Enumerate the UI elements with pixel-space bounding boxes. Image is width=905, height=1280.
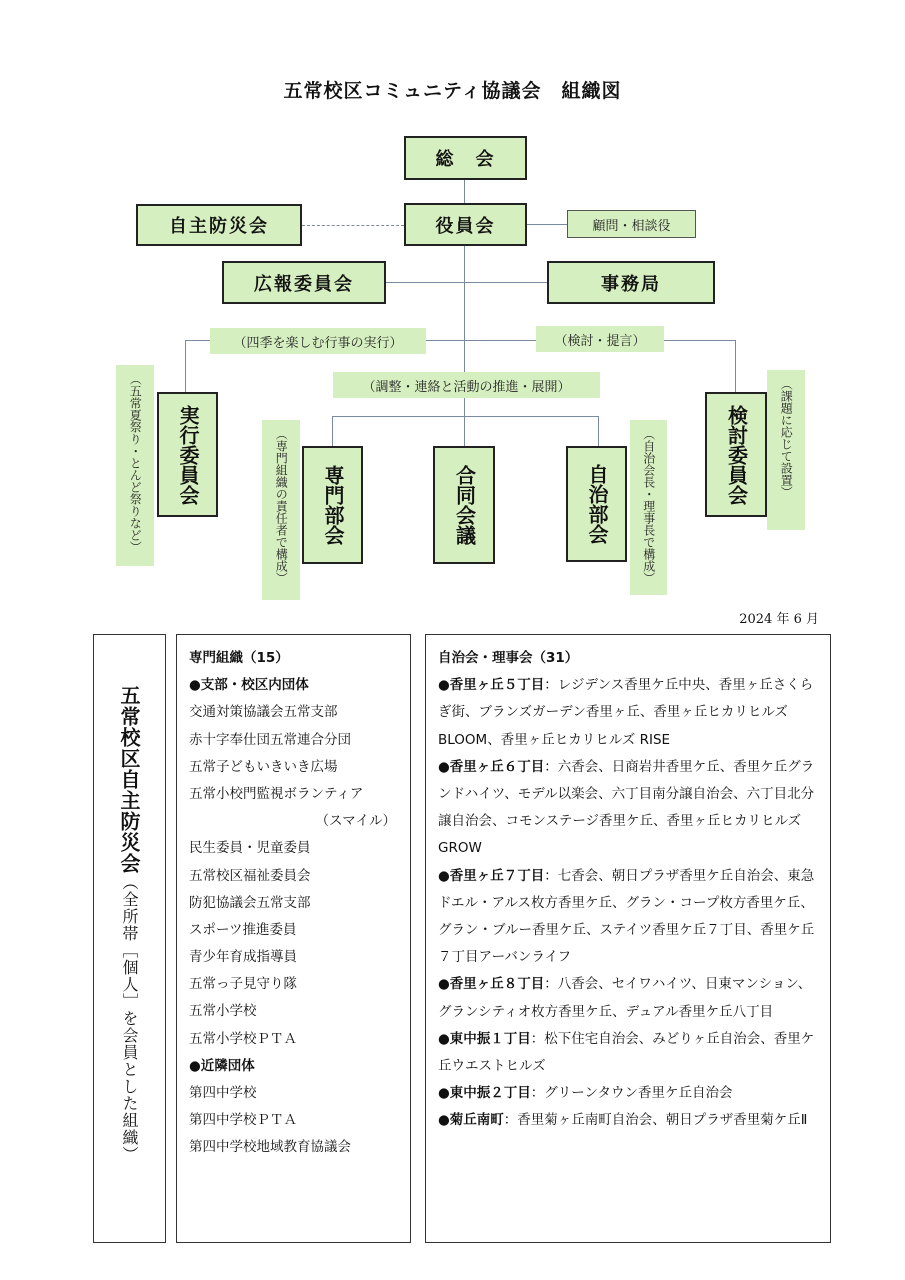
komon-label: 顧問・相談役 bbox=[592, 218, 671, 234]
kentou-iin-box bbox=[705, 392, 767, 517]
bousai-title-text: 五常校区自主防災会 bbox=[117, 685, 141, 874]
list-item: 赤十字奉仕団五常連合分団 bbox=[189, 731, 351, 748]
list-item: 交通対策協議会五常支部 bbox=[189, 704, 338, 721]
page-title: 五常校区コミュニティ協議会 組織図 bbox=[283, 80, 622, 102]
jichi-label: 自治部会 bbox=[585, 464, 609, 544]
jichikai-group bbox=[438, 1107, 822, 1134]
bousai-note-text: （全所帯［個人］を会員とした組織） bbox=[120, 874, 139, 1163]
label-kentou-text: （検討・提言） bbox=[554, 333, 646, 349]
connector-line bbox=[464, 180, 465, 204]
jichikai-group bbox=[438, 1080, 822, 1107]
label-shiki bbox=[210, 328, 426, 354]
list-item: 第四中学校地域教育協議会 bbox=[189, 1139, 351, 1156]
kentou-note-text: （課題に応じて設置） bbox=[779, 378, 794, 498]
label-shiki-text: （四季を楽しむ行事の実行） bbox=[233, 335, 403, 351]
connector-line bbox=[302, 225, 404, 226]
label-chousei bbox=[333, 372, 600, 398]
komon-box bbox=[567, 210, 696, 238]
connector-line bbox=[185, 340, 186, 392]
list-item: 第四中学校 bbox=[189, 1085, 257, 1101]
list-item: 五常っ子見守り隊 bbox=[189, 976, 297, 993]
senmon-note bbox=[262, 420, 300, 600]
list-item-cont: （スマイル） bbox=[315, 813, 396, 830]
soukai-box bbox=[404, 136, 527, 180]
date-label: 2024 年 6 月 bbox=[739, 612, 819, 627]
list-item: 五常小校門監視ボランティア bbox=[189, 785, 364, 802]
jichikai-panel bbox=[425, 634, 831, 1243]
jikkou-note-text: （五常夏祭り・とんど祭りなど） bbox=[128, 373, 143, 553]
connector-line bbox=[332, 416, 333, 446]
group-name: ●香里ヶ丘７丁目 bbox=[438, 867, 545, 884]
label-kentou bbox=[536, 326, 664, 352]
senmon-note-text: （専門組織の責任者で構成） bbox=[274, 428, 289, 584]
connector-line bbox=[735, 340, 736, 392]
soukai-label: 総 会 bbox=[435, 149, 496, 170]
connector-line bbox=[332, 416, 599, 417]
yakuinkai-label: 役員会 bbox=[435, 215, 496, 237]
specialist-section-1: ●支部・校区内団体 bbox=[189, 677, 309, 694]
jichi-box bbox=[566, 446, 627, 562]
jichikai-group bbox=[438, 971, 822, 1025]
group-members: ：香里菊ヶ丘南町自治会、朝日プラザ香里菊ケ丘Ⅱ bbox=[503, 1112, 808, 1129]
bousai-panel bbox=[93, 634, 166, 1243]
jishu-bousai-box bbox=[136, 204, 302, 246]
group-name: ●東中振１丁目 bbox=[438, 1030, 531, 1047]
group-members: ：グリーンタウン香里ケ丘自治会 bbox=[530, 1085, 733, 1102]
group-members: ：松下住宅自治会、みどりヶ丘自治会、香里ケ丘ウエストヒルズ bbox=[438, 1030, 815, 1075]
jimukyoku-label: 事務局 bbox=[601, 273, 661, 295]
jikkou-box bbox=[157, 392, 218, 517]
list-item: 青少年育成指導員 bbox=[189, 949, 297, 966]
list-item: 防犯協議会五常支部 bbox=[189, 894, 311, 911]
group-members: ：八香会、セイワハイツ、日東マンション、グランシティオ枚方香里ケ丘、デュアル香里ケ丘八丁目 bbox=[438, 976, 812, 1020]
jichikai-group bbox=[438, 1026, 822, 1080]
connector-line bbox=[598, 416, 599, 446]
group-name: ●香里ヶ丘６丁目 bbox=[438, 758, 545, 775]
group-members: ：六香会、日商岩井香里ケ丘、香里ケ丘グランドハイツ、モデル以楽会、六丁目南分譲自治会、六丁目北分譲自治会、コモンステージ香里ケ丘、香里ヶ丘ヒカリヒルズ GROW bbox=[438, 758, 815, 857]
group-members: ：七香会、朝日プラザ香里ケ丘自治会、東急ドエル・アルス枚方香里ケ丘、グラン・コープ枚方香里ケ丘、グラン・ブルー香里ケ丘、ステイツ香里ケ丘７丁目、香里ケ丘７丁目アーバンライフ bbox=[438, 867, 815, 966]
connector-line bbox=[527, 224, 567, 225]
kentou-iin-label: 検討委員会 bbox=[724, 404, 749, 505]
group-name: ●東中振２丁目 bbox=[438, 1085, 531, 1102]
list-item: 民生委員・児童委員 bbox=[189, 840, 311, 857]
label-chousei-text: （調整・連絡と活動の推進・展開） bbox=[362, 379, 571, 395]
specialist-header: 専門組織（15） bbox=[189, 650, 289, 666]
connector-line bbox=[385, 282, 547, 283]
specialist-panel bbox=[176, 634, 411, 1243]
jichi-note-text: （自治会長・理事長で構成） bbox=[641, 428, 656, 584]
goudou-box bbox=[433, 446, 495, 564]
jikkou-note bbox=[116, 365, 154, 566]
connector-line bbox=[464, 416, 465, 446]
jishu-bousai-label: 自主防災会 bbox=[169, 216, 269, 237]
jikkou-label: 実行委員会 bbox=[176, 404, 200, 505]
senmon-label: 専門部会 bbox=[321, 465, 345, 545]
jichikai-group bbox=[438, 672, 822, 754]
bousai-panel-title bbox=[115, 685, 144, 1242]
group-name: ●香里ヶ丘５丁目 bbox=[438, 677, 545, 694]
senmon-box bbox=[302, 446, 363, 564]
jimukyoku-box bbox=[547, 261, 715, 304]
list-item: 五常子どもいきいき広場 bbox=[189, 758, 338, 775]
list-item: スポーツ推進委員 bbox=[189, 921, 297, 938]
kouhou-label: 広報委員会 bbox=[254, 273, 354, 295]
yakuinkai-box bbox=[404, 203, 527, 246]
jichikai-header: 自治会・理事会（31） bbox=[438, 650, 579, 666]
kouhou-box bbox=[222, 261, 386, 304]
jichikai-group bbox=[438, 863, 822, 972]
jichi-note bbox=[630, 420, 667, 595]
group-members: ：レジデンス香里ケ丘中央、香里ヶ丘さくらぎ街、ブランズガーデン香里ヶ丘、香里ヶ丘ヒカリヒルズ BLOOM、香里ヶ丘ヒカリヒルズ RISE bbox=[438, 677, 814, 748]
list-item: 五常小学校 bbox=[189, 1003, 257, 1020]
list-item: 五常小学校ＰＴＡ bbox=[189, 1030, 297, 1047]
group-name: ●香里ヶ丘８丁目 bbox=[438, 976, 545, 993]
list-item: 五常校区福祉委員会 bbox=[189, 867, 311, 884]
jichikai-group bbox=[438, 754, 822, 863]
kentou-note bbox=[767, 370, 805, 530]
list-item: 第四中学校ＰＴＡ bbox=[189, 1112, 297, 1129]
goudou-label: 合同会議 bbox=[452, 465, 477, 545]
group-name: ●菊丘南町 bbox=[438, 1112, 504, 1129]
specialist-section-2: ●近隣団体 bbox=[189, 1057, 255, 1074]
